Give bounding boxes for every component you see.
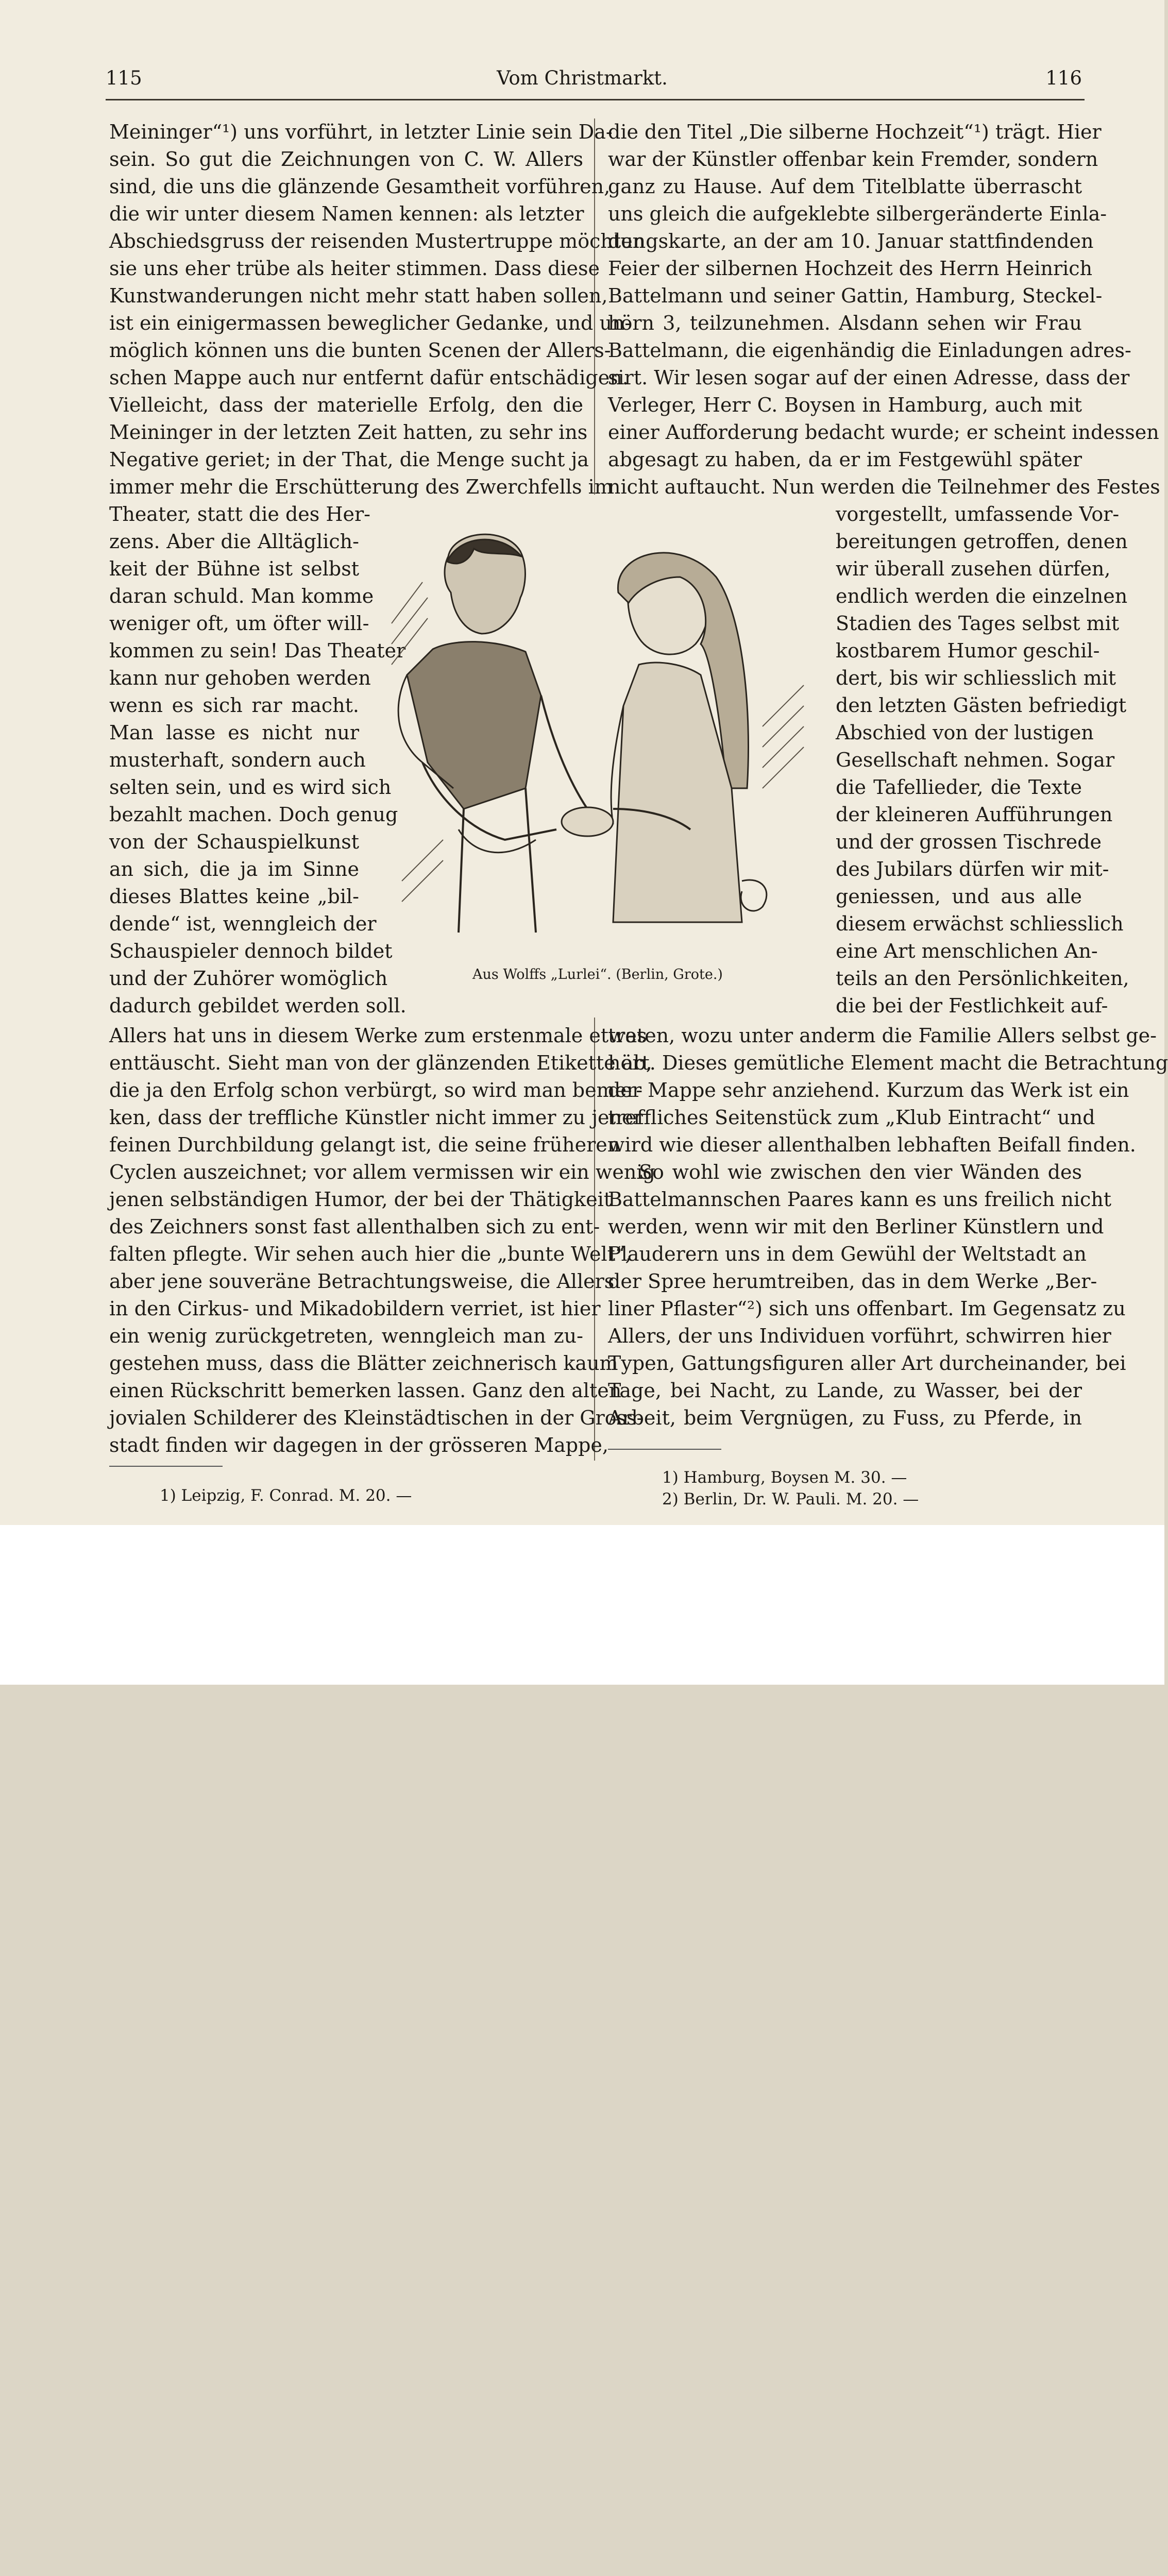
text-line: musterhaft, sondern auch [109,749,366,771]
text-line: falten pflegte. Wir sehen auch hier die „bunte Welt“, [109,1243,632,1265]
text-line: Abschied von der lustigen [836,721,1094,744]
text-line: der Spree herumtreiben, das in dem Werke „Ber- [608,1270,1097,1293]
text-line: Plauderern uns in dem Gewühl der Weltstadt an [608,1243,1087,1265]
text-line: sind, die uns die glänzende Gesamtheit vorführen, [109,175,611,198]
text-line: und der grossen Tischrede [836,831,1102,853]
text-line: teils an den Persönlichkeiten, [836,967,1129,990]
running-title: Vom Christmarkt. [497,67,668,89]
text-line: Verleger, Herr C. Boysen in Hamburg, auch mit [608,394,1082,416]
text-line: immer mehr die Erschütterung des Zwerchfells im [109,476,613,498]
text-line: Battelmannschen Paares kann es uns freilich nicht [608,1188,1112,1211]
text-line: schen Mappe auch nur entfernt dafür entschädigen. [109,366,629,389]
text-line: So wohl wie zwischen den vier Wänden des [639,1161,1082,1183]
text-line: bereitungen getroffen, denen [836,530,1128,553]
text-line: dert, bis wir schliesslich mit [836,667,1116,689]
text-line: Abschiedsgruss der reisenden Mustertruppe möchten [109,230,646,252]
text-line: wir überall zusehen dürfen, [836,557,1111,580]
text-line: Vielleicht, dass der materielle Erfolg, den die [109,394,583,416]
text-line: gestehen muss, dass die Blätter zeichnerisch kaum [109,1352,618,1375]
text-line: Meininger in der letzten Zeit hatten, zu sehr ins [109,421,588,444]
text-line: kann nur gehoben werden [109,667,371,689]
text-line: sein. So gut die Zeichnungen von C. W. Allers [109,148,583,171]
text-line: daran schuld. Man komme [109,585,374,607]
text-line: des Jubilars dürfen wir mit- [836,858,1109,880]
text-line: an sich, die ja im Sinne [109,858,359,880]
text-line: Negative geriet; in der That, die Menge sucht ja [109,448,589,471]
text-line: ein wenig zurückgetreten, wenngleich man zu- [109,1325,583,1347]
text-line: war der Künstler offenbar kein Fremder, sondern [608,148,1098,171]
text-line: ganz zu Hause. Auf dem Titelblatte überrascht [608,175,1082,198]
right-page-number: 116 [1045,67,1082,89]
text-line: abgesagt zu haben, da er im Festgewühl später [608,448,1082,471]
text-line: den letzten Gästen befriedigt [836,694,1127,717]
text-line: einer Aufforderung bedacht wurde; er scheint indessen [608,421,1159,444]
text-line: Kunstwanderungen nicht mehr statt haben sollen, [109,284,608,307]
text-line: dende“ ist, wenngleich der [109,912,377,935]
text-line: Allers hat uns in diesem Werke zum erstenmale etwas [109,1024,647,1047]
text-line: des Zeichners sonst fast allenthalben sich zu ent- [109,1215,600,1238]
text-line: Tage, bei Nacht, zu Lande, zu Wasser, bei der [608,1379,1082,1402]
text-line: die Tafellieder, die Texte [836,776,1082,799]
lurlei-illustration [371,520,824,963]
text-line: selten sein, und es wird sich [109,776,392,799]
text-line: liner Pflaster“²) sich uns offenbart. Im Gegensatz zu [608,1297,1126,1320]
text-line: dadurch gebildet werden soll. [109,994,407,1017]
text-line: Allers, der uns Individuen vorführt, schwirren hier [608,1325,1111,1347]
text-line: nicht auftaucht. Nun werden die Teilnehmer des Festes [608,476,1160,498]
text-line: kommen zu sein! Das Theater [109,639,406,662]
text-line: Arbeit, beim Vergnügen, zu Fuss, zu Pferde, in [608,1406,1082,1429]
text-line: und der Zuhörer womöglich [109,967,388,990]
text-line: Battelmann und seiner Gattin, Hamburg, Steckel- [608,284,1103,307]
text-line: hört. Dieses gemütliche Element macht die Betrachtung [608,1052,1168,1074]
footnote-rule [109,1466,223,1467]
footnote: 1) Hamburg, Boysen M. 30. — [662,1468,907,1487]
text-line: zens. Aber die Alltäglich- [109,530,359,553]
header-rule [106,99,1085,100]
text-line: Schauspieler dennoch bildet [109,940,393,962]
text-line: dungskarte, an der am 10. Januar stattfindenden [608,230,1094,252]
text-line: jovialen Schilderer des Kleinstädtischen in der Gross- [109,1406,644,1429]
text-line: diesem erwächst schliesslich [836,912,1124,935]
text-line: treten, wozu unter anderm die Familie Allers selbst ge- [608,1024,1157,1047]
text-line: Meininger“¹) uns vorführt, in letzter Linie sein Da- [109,121,613,143]
text-line: Battelmann, die eigenhändig die Einladungen adres- [608,339,1131,362]
text-line: werden, wenn wir mit den Berliner Künstlern und [608,1215,1104,1238]
text-line: Man lasse es nicht nur [109,721,359,744]
digitization-footer [0,1525,1164,1685]
footnote: 2) Berlin, Dr. W. Pauli. M. 20. — [662,1490,919,1509]
text-line: uns gleich die aufgeklebte silbergeränderte Einla- [608,202,1107,225]
text-line: geniessen, und aus alle [836,885,1082,908]
text-line: Stadien des Tages selbst mit [836,612,1120,635]
text-line: treffliches Seitenstück zum „Klub Eintracht“ und [608,1106,1095,1129]
text-line: wenn es sich rar macht. [109,694,359,717]
footnote-rule [608,1449,721,1450]
text-line: ist ein einigermassen beweglicher Gedanke, und un- [109,312,632,334]
text-line: in den Cirkus- und Mikadobildern verriet, ist hier [109,1297,601,1320]
text-line: die ja den Erfolg schon verbürgt, so wird man bemer- [109,1079,643,1101]
text-line: kostbarem Humor geschil- [836,639,1100,662]
footnote: 1) Leipzig, F. Conrad. M. 20. — [160,1486,412,1505]
text-line: stadt finden wir dagegen in der grösseren Mappe, [109,1434,608,1456]
left-page-number: 115 [106,67,142,89]
text-line: aber jene souveräne Betrachtungsweise, die Allers [109,1270,615,1293]
illustration-caption: Aus Wolffs „Lurlei“. (Berlin, Grote.) [472,967,723,982]
text-line: der Mappe sehr anziehend. Kurzum das Werk ist ein [608,1079,1129,1101]
text-line: bezahlt machen. Doch genug [109,803,398,826]
text-line: die wir unter diesem Namen kennen: als letzter [109,202,584,225]
text-line: feinen Durchbildung gelangt ist, die seine früheren [109,1133,620,1156]
text-line: hörn 3, teilzunehmen. Alsdann sehen wir Frau [608,312,1082,334]
text-line: die den Titel „Die silberne Hochzeit“¹) trägt. Hier [608,121,1102,143]
text-line: ken, dass der treffliche Künstler nicht immer zu jener [109,1106,643,1129]
text-line: einen Rückschritt bemerken lassen. Ganz den alten [109,1379,622,1402]
text-line: der kleineren Aufführungen [836,803,1113,826]
text-line: sirt. Wir lesen sogar auf der einen Adresse, dass der [608,366,1130,389]
text-line: die bei der Festlichkeit auf- [836,994,1108,1017]
text-line: Feier der silbernen Hochzeit des Herrn Heinrich [608,257,1093,280]
text-line: wird wie dieser allenthalben lebhaften Beifall finden. [608,1133,1136,1156]
text-line: möglich können uns die bunten Scenen der Allers- [109,339,611,362]
text-line: keit der Bühne ist selbst [109,557,359,580]
text-line: vorgestellt, umfassende Vor- [836,503,1120,526]
text-line: enttäuscht. Sieht man von der glänzenden Etikette ab, [109,1052,652,1074]
text-line: von der Schauspielkunst [109,831,359,853]
text-line: endlich werden die einzelnen [836,585,1128,607]
text-line: eine Art menschlichen An- [836,940,1098,962]
text-line: Typen, Gattungsfiguren aller Art durcheinander, bei [608,1352,1126,1375]
text-line: Cyclen auszeichnet; vor allem vermissen wir ein wenig [109,1161,655,1183]
text-line: jenen selbständigen Humor, der bei der Thätigkeit [109,1188,612,1211]
text-line: Gesellschaft nehmen. Sogar [836,749,1115,771]
running-header [0,67,1164,98]
text-line: weniger oft, um öfter will- [109,612,369,635]
text-line: Theater, statt die des Her- [109,503,370,526]
text-line: dieses Blattes keine „bil- [109,885,359,908]
text-line: sie uns eher trübe als heiter stimmen. Dass diese [109,257,600,280]
